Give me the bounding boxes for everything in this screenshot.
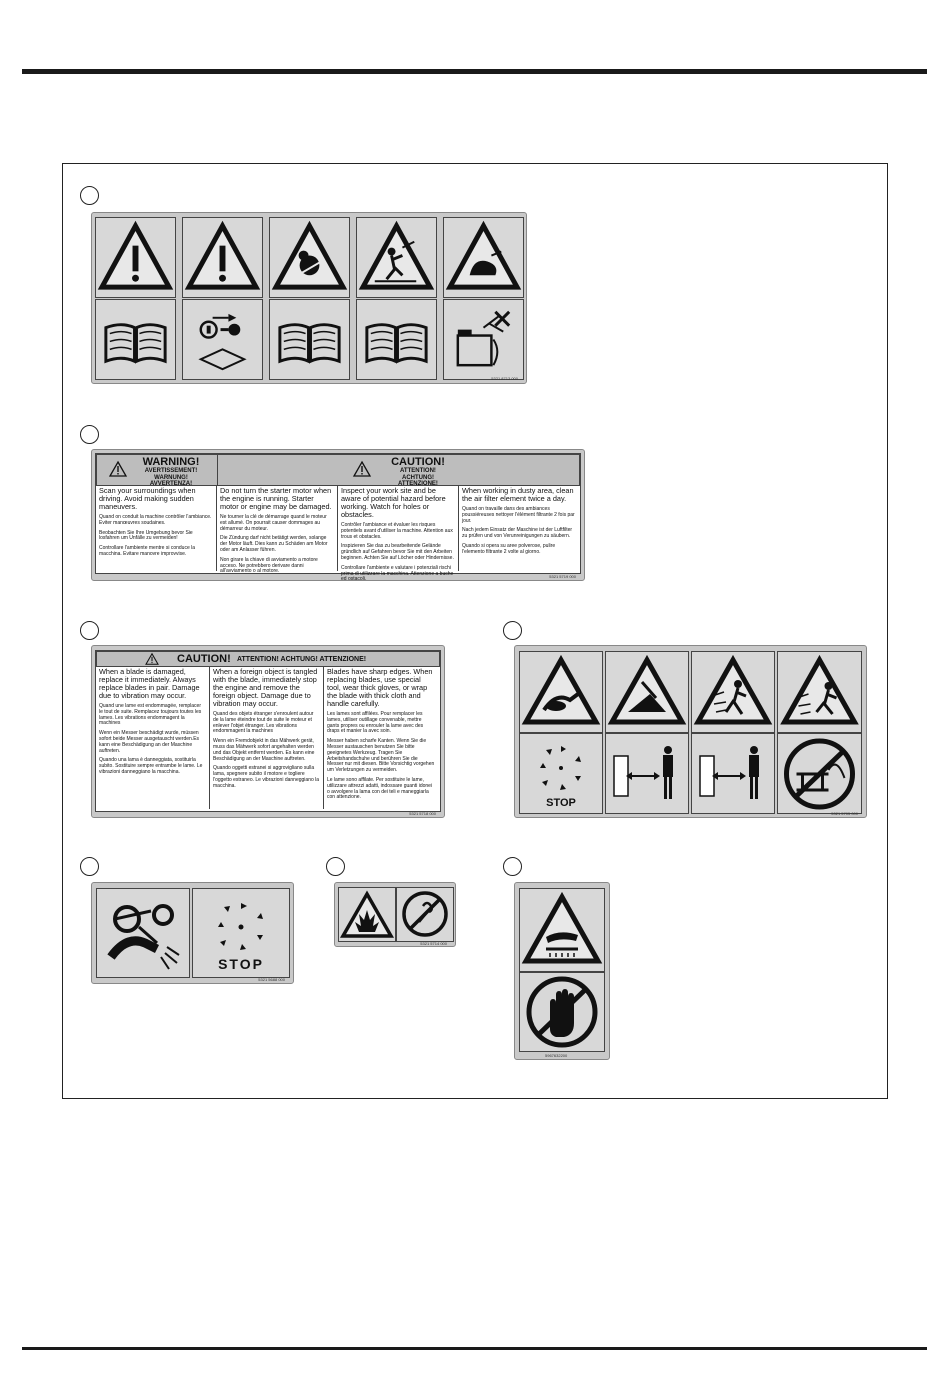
warning-translation: AVVERTENZA! [149,481,193,487]
remove-key-read-manual-icon [182,299,263,380]
warning-translation: WARNUNG! [154,474,188,481]
item-marker-5 [80,857,99,876]
thrown-object-hazard-icon [691,651,775,733]
caution-header [217,454,580,486]
no-open-flame-icon [396,887,454,942]
keep-distance-icon [605,733,689,814]
part-number: 5321 5705 000 [831,811,858,816]
caution-column: When a blade is damaged, replace it immediately. Always replace blades in pair. Damage due to vibration may occur. Quand une lame est endommagée, remplacer le tout de suite. Remplacez toujours toutes les lames. Les vibrations endommagent la machines Wenn ein Messer beschädigt wurde, müssen sofort beide Messer ausgetauscht werden.Es kann eine Beschädigung an der Maschine auftreten. Quando una lama è danneggiata, sostituirla subito. Sostituire sempre entrambe le lame. Le vibrazioni danneggiano la macchina. [96,666,210,809]
caution-column: Do not turn the starter motor when the engine is running. Starter motor or engine may be damaged. Ne tourner la clé de démarrage quand le moteur est allumé. On pourrait causer dommages au démarreur du moteur. Die Zündung darf nicht betätigt werden, solange der Motor läuft. Dies kann zu Schäden am Motor oder am Anlasser führen. Non girare la chiave di avviamento a motore acceso. Ne potrebbero derivare danni all'avviamento o al motore. [217,485,338,571]
warning-translation: AVERTISSEMENT! [144,468,198,474]
caution-title: CAUTION! [177,653,231,665]
caution-column: Inspect your work site and be aware of potential hazard before working. Watch for holes or obstacles. Contrôler l'ambiance et évaluer les risques potentiels avant d'utiliser la machine. Attention aux trous et obstacles. Inspizieren Sie das zu bearbeitende Gelände gründlich auf Gefahren bevor Sie mit den Arbeiten beginnen. Achten Sie auf Löcher oder Hindernisse. Controllare l'ambiente e valutare i potenziali rischi prima di utilizzare la macchina. Attenzione a buche ed ostacoli. [338,485,459,571]
fire-hazard-icon [338,887,396,942]
read-manual-icon [269,299,350,380]
hot-surface-hazard-icon [519,888,605,972]
decal-1-pictograms [91,212,527,384]
item-marker-7 [503,857,522,876]
item-marker-2 [80,425,99,444]
stop-label: STOP [218,956,264,972]
warning-triangle-icon [182,217,263,298]
part-number: 5321 5719 000 [549,574,576,579]
item-marker-6 [326,857,345,876]
part-number: 5321 8713 000 [491,376,518,381]
decal-3-blade-caution [91,645,445,818]
item-marker-1 [80,186,99,205]
caution-translations: ATTENTION! ACHTUNG! ATTENZIONE! [237,656,367,663]
decal-4-blade-pictograms [514,645,867,818]
thrown-object-hazard-icon [356,217,437,298]
part-number: 5321 5718 000 [409,811,436,816]
read-manual-icon [356,299,437,380]
header-rule [22,69,927,74]
warning-title: WARNING! [142,456,200,468]
decal-5-belt-pictograms [91,882,294,984]
keep-distance-icon [691,733,775,814]
stop-rotation-icon [519,733,603,814]
decal-7-hot-surface-pictograms [514,882,610,1060]
item-marker-4 [503,621,522,640]
entanglement-hazard-icon [269,217,350,298]
warning-triangle-icon [95,217,176,298]
caution-translation: ATTENZIONE! [398,481,438,487]
caution-translation: ATTENTION! [400,468,436,474]
stop-rotation-icon [192,888,290,978]
hand-blade-hazard-icon [605,651,689,733]
no-slope-operation-icon [777,733,862,814]
battery-spark-icon [443,299,524,380]
item-marker-3 [80,621,99,640]
decal-2-warning-caution [91,449,585,581]
belt-entanglement-icon [96,888,190,978]
do-not-touch-icon [519,972,605,1052]
warning-column: Scan your surroundings when driving. Avoid making sudden maneuvers. Quand on conduit la machine contrôler l'ambiance. Eviter manœuvres soudaines. Beobachten Sie Ihre Umgebung bevor Sie losfahren um Unfälle zu vermeiden! Controllare l'ambiente mentre si conduce la macchina. Evitare manovre improvvise. [96,485,217,571]
decal-6-fire-pictograms [334,882,456,947]
caution-column: Blades have sharp edges. When replacing blades, use special tool, wear thick gloves, or wrap the blade with thick cloth and handle carefully. Les lames sont affilées. Pour remplacer les lames, utiliser outillage convenable, mettre gants propres ou enrouler la lame avec des draps et manier la avec soin. Messer haben scharfe Kanten. Wenn Sie die Messer austauschen benutzen Sie bitte geeignetes Werkzeug. Tragen Sie Arbeitshandschuhe und berühren Sie die Messer nur mit diesen. Bitte Vorsichtig vorgehen um Verletzungen zu vermeiden. Le lame sono affilate. Per sostituire le lame, utilizzare attrezzi adatti, indossare guanti idonei o avvolgere la lama con dei teli e maneggiarla con attenzione. [327,667,435,801]
caution-header [96,651,440,667]
stop-label: STOP [546,797,576,809]
blade-cut-hazard-icon [519,651,603,733]
caution-title: CAUTION! [391,456,445,468]
caution-translation: ACHTUNG! [402,474,434,481]
warning-header [96,454,219,486]
read-manual-icon [95,299,176,380]
decal-3-label [95,650,441,812]
hand-crush-hazard-icon [443,217,524,298]
part-number: 5321 5714 000 [420,941,447,946]
caution-column: When working in dusty area, clean the air filter element twice a day. Quand on travaille dans des ambiances poussiéreuses nettoyer l'élément filtrante 2 fois par jour. Nach jedem Einsatz der Maschine ist der Luftfilter zu prüfen und von Verunreinigungen zu säubern. Quando si opera su aree polverose, pulire l'elemento filtrante 2 volte al giorno. [462,486,575,555]
footer-rule [22,1347,927,1350]
part-number: 5321 5688 000 [258,977,285,982]
part-number: 5967632200 [545,1053,568,1058]
caution-column: When a foreign object is tangled with the blade, immediately stop the engine and remove the foreign object. Damage due to vibration may occur. Quand des objets étranger s'enroulent autour de la lame éteindre tout de suite le moteur et enlever l'objet étranger. Les vibrations endommagent la machines Wenn ein Fremdobjekt in das Mähwerk gerät, muss das Mähwerk sofort angehalten werden und das Objekt entfernt werden. Es kann eine Beschädigung an der Maschine auftreten. Quando oggetti estranei si aggrovigliano sulla lama, spegnere subito il motore e togliere l'oggetto estraneo. Le vibrazioni danneggiano la macchina. [210,666,324,809]
thrown-object-hazard-icon [777,651,862,733]
